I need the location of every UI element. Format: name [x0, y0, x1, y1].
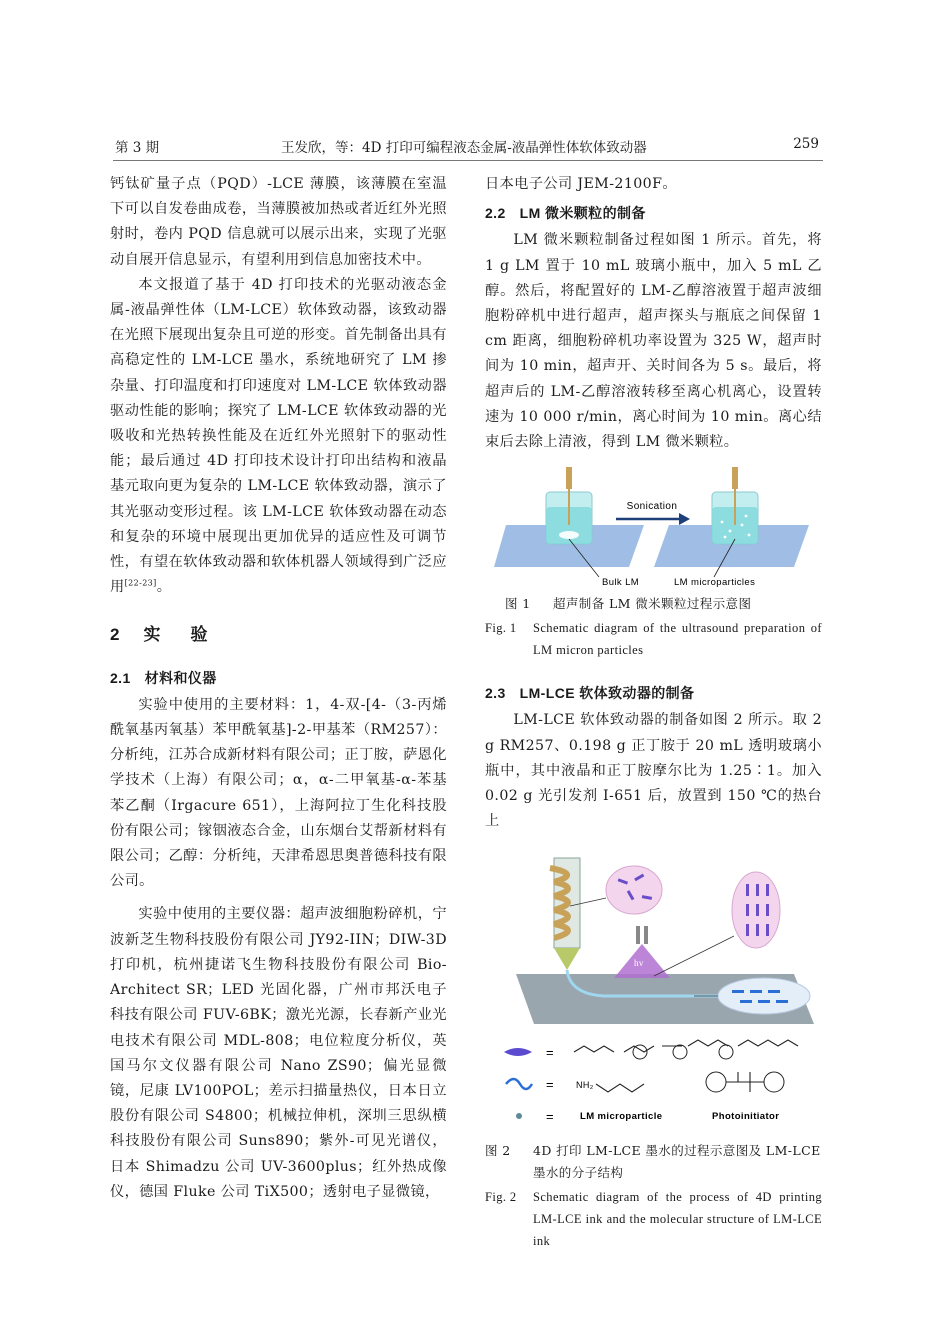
mesogen — [756, 904, 759, 916]
paragraph-end: 。 — [156, 579, 172, 596]
running-title: 王发欣，等：4D 打印可编程液态金属-液晶弹性体软体致动器 — [281, 140, 647, 156]
mesogen-legend-icon — [504, 1048, 532, 1056]
benzene-ring — [673, 1045, 687, 1059]
equals-sign: = — [545, 1109, 554, 1125]
subsection-number: 2.3 — [485, 685, 506, 702]
page-number: 259 — [793, 136, 819, 152]
nh2-label: NH₂ — [575, 1080, 594, 1091]
lamp-stem — [636, 926, 640, 944]
leader-line — [654, 936, 734, 976]
paragraph: LM 微米颗粒制备过程如图 1 所示。首先，将 1 g LM 置于 10 mL 玻璃小瓶中，加入 5 mL 乙醇。然后，将配置好的 LM-乙醇溶液置于超声波细胞粉碎机中进行超声，超声探头与瓶底之间保留 1 cm 距离，细胞粉碎机功率设置为 325 W，超声时间为 10 min，超声开、关时间各为 5 s。最后，将超声后的 LM-乙醇溶液转移至离心机离心，设置转速为 10 000 r/min，离心时间为 10 min。离心结束后去除上清液，得到 LM 微米颗粒。 — [485, 232, 822, 451]
microparticle — [723, 536, 726, 539]
section-number: 2 — [110, 625, 122, 645]
equals-sign: = — [545, 1077, 554, 1093]
microparticle — [728, 530, 731, 533]
equals-sign: = — [545, 1045, 554, 1061]
paragraph: 实验中使用的主要材料：1，4-双-[4-（3-丙烯酰氧基丙氧基）苯甲酰氧基]-2-甲基苯（RM257）：分析纯，江苏合成新材料有限公司；正丁胺，萨恩化学技术（上海）有限公司；α，α-二甲氧基-α-苯基苯乙酮（Irgacure 651），上海阿拉丁生化科技股份有限公司；镓铟液态合金，山东烟台艾帮新材料有限公司；乙醇：分析纯，天津希恩思奥普德科技有限公司。 — [110, 696, 447, 890]
subsection-title: LM 微米颗粒的制备 — [519, 205, 646, 222]
probe — [732, 467, 738, 489]
mesogen — [732, 990, 744, 993]
microparticle — [744, 515, 747, 518]
nozzle-tip — [554, 948, 580, 970]
paragraph: 实验中使用的主要仪器：超声波细胞粉碎机，宁波新芝生物科技股份有限公司 JY92-IIN；DIW-3D 打印机，杭州捷诺飞生物科技股份有限公司 Bio-Architect SR；LED 光固化器，广州市邦沃电子科技有限公司 FUV-6BK；激光光源，长春新产业光电技术有限公司 MDL-808；电位粒度分析仪，英国马尔文仪器有限公司 Nano ZS90；偏光显微镜，尼康 LV100POL；差示扫描量热仪，日本日立股份有限公司 S4800；机械拉伸机，深圳三思纵横科技股份有限公司 Suns890；紫外-可见光谱仪，日本 Shimadzu 公司 UV-3600plus；红外热成像仪，德国 Fluke 公司 TiX500；透射电子显微镜， — [110, 906, 447, 1200]
mesogen — [756, 924, 759, 936]
caption-text: 4D 打印 LM-LCE 墨水的过程示意图及 LM-LCE 墨水的分子结构 — [533, 1143, 821, 1181]
benzene-ring — [764, 1072, 784, 1092]
microparticle — [720, 521, 723, 524]
left-column — [110, 172, 447, 1205]
lm-microparticles-label: LM microparticles — [673, 577, 755, 588]
figure-2-printing — [494, 846, 814, 1136]
amine-legend-icon — [506, 1079, 532, 1089]
butylamine-chain — [596, 1084, 644, 1092]
subsection-heading — [485, 201, 822, 226]
caption-text: Schematic diagram of the process of 4D printing LM-LCE ink and the molecular structure of LM-LCE ink — [533, 1190, 822, 1249]
lamp-stem — [644, 926, 648, 944]
arrowhead — [679, 513, 690, 525]
mesogen — [746, 884, 749, 896]
citation: [22-23] — [124, 578, 157, 588]
figure-1-caption-cn — [485, 593, 822, 615]
mesogen — [766, 924, 769, 936]
photoinitiator-label: Photoinitiator — [711, 1111, 779, 1123]
figure-1-caption-en — [485, 617, 822, 661]
mesogen — [740, 1000, 752, 1003]
caption-label: Fig. 1 — [485, 621, 517, 636]
paragraph: 日本电子公司 JEM-2100F。 — [485, 176, 677, 192]
mesogen — [766, 904, 769, 916]
mesogen — [746, 904, 749, 916]
mesogen-bubble — [606, 866, 662, 914]
figure-2-caption-en — [485, 1186, 822, 1252]
paragraph — [110, 273, 447, 601]
caption-text: Schematic diagram of the ultrasound preparation of LM micron particles — [533, 621, 822, 658]
caption-label: Fig. 2 — [485, 1190, 517, 1205]
subsection-title: LM-LCE 软体致动器的制备 — [519, 685, 695, 702]
microparticle — [740, 524, 743, 527]
right-column — [485, 172, 822, 1252]
hv-label: hv — [633, 958, 644, 969]
rm257-structure — [574, 1040, 798, 1052]
subsection-heading — [110, 666, 447, 691]
subsection-number: 2.1 — [110, 669, 131, 686]
mesogen — [766, 884, 769, 896]
photoinitiator-structure — [726, 1072, 764, 1092]
paragraph: 钙钛矿量子点（PQD）-LCE 薄膜，该薄膜在室温下可以自发卷曲成卷，当薄膜被加热或者近红外光照射时，卷内 PQD 信息就可以展示出来，实现了光驱动自展开信息显示，有望利用到信息加密技术中。 — [110, 176, 447, 268]
benzene-ring — [719, 1045, 733, 1059]
paragraph: LM-LCE 软体致动器的制备如图 2 所示。取 2 g RM257、0.198 g 正丁胺于 20 mL 透明玻璃小瓶中，其中液晶和正丁胺摩尔比为 1.25∶1。加入 0.02 g 光引发剂 I-651 后，放置到 150 ℃的热台上 — [485, 712, 822, 830]
mesogen — [750, 990, 762, 993]
subsection-number: 2.2 — [485, 205, 506, 222]
sonication-label: Sonication — [626, 501, 677, 513]
caption-label: 图 1 — [505, 596, 531, 612]
lm-microparticle-label: LM microparticle — [579, 1111, 662, 1123]
bulk-lm-label: Bulk LM — [601, 577, 639, 588]
mesogen — [758, 1000, 770, 1003]
mesogen — [746, 924, 749, 936]
subsection-heading — [485, 681, 822, 706]
figure-1-ultrasound — [494, 467, 814, 587]
caption-label: 图 2 — [485, 1143, 511, 1159]
caption-text: 超声制备 LM 微米颗粒过程示意图 — [553, 596, 752, 612]
running-header — [113, 134, 823, 161]
filament-bubble — [718, 978, 810, 1014]
mesogen — [756, 884, 759, 896]
section-heading — [110, 622, 447, 647]
issue-number: 第 3 期 — [115, 140, 160, 156]
mesogen — [776, 1000, 788, 1003]
mesogen — [768, 990, 780, 993]
microparticle — [747, 534, 750, 537]
benzene-ring — [706, 1072, 726, 1092]
subsection-title: 材料和仪器 — [144, 669, 217, 686]
paragraph-text: 本文报道了基于 4D 打印技术的光驱动液态金属-液晶弹性体（LM-LCE）软体致动器，该致动器在光照下展现出复杂且可逆的形变。首先制备出具有高稳定性的 LM-LCE 墨水，系统地研究了 LM 掺杂量、打印温度和打印速度对 LM-LCE 软体致动器驱动性能的影响；探究了 LM-LCE 软体致动器的光吸收和光热转换性能及在近红外光照射下的驱动性能；最后通过 4D 打印技术设计打印出结构和液晶基元取向更为复杂的 LM-LCE 软体致动器，演示了其光驱动变形过程。该 LM-LCE 软体致动器在动态和复杂的环境中展现出更加优异的适应性及可调节性，有望在软体致动器和软体机器人领域得到广泛应用 — [110, 276, 447, 596]
bulk-lm-drop — [559, 531, 579, 539]
lm-particle-legend-icon — [516, 1113, 522, 1119]
probe — [566, 467, 572, 489]
figure-2-caption-cn — [485, 1140, 822, 1184]
section-title: 实验 — [143, 625, 238, 645]
